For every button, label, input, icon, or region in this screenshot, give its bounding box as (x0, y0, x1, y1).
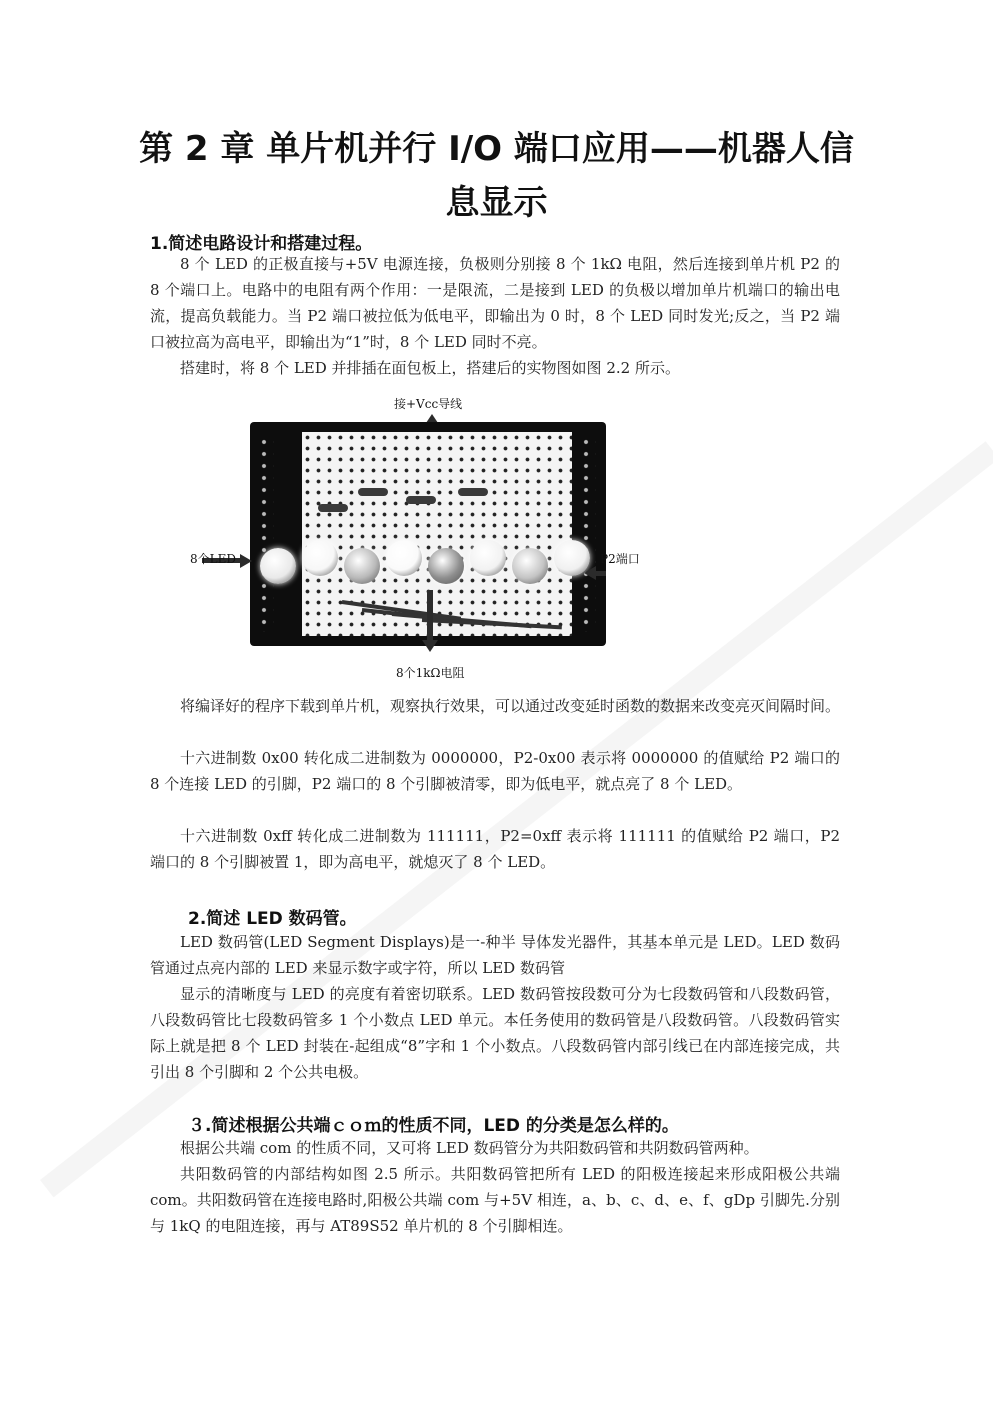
led-5 (428, 548, 464, 584)
breadboard-figure (180, 390, 640, 680)
led-2 (302, 540, 338, 576)
section2-paragraph-1: LED 数码管(LED Segment Displays)是一-种半 导体发光器件，其基本单元是 LED。LED 数码管通过点亮内部的 LED 来显示数字或字符，所以 LED 数码管 (150, 933, 840, 977)
figure-label-p2: P2端口 (600, 552, 640, 566)
section2-heading: 2.简述 LED 数码管。 (188, 909, 357, 929)
right-pin-header (580, 436, 596, 632)
arrow-right-icon (240, 554, 252, 568)
arrow-right-shaft (594, 571, 606, 576)
section1-paragraph-4: 十六进制数 0x00 转化成二进制数为 0000000，P2-0x00 表示将 0000000 的值赋给 P2 端口的 8 个连接 LED 的引脚，P2 端口的 8 个引脚被清零，即为低电平，就点亮了 8 个 LED。 (150, 749, 840, 793)
resistor (358, 488, 388, 496)
section3-paragraph-1: 根据公共端 com 的性质不同，又可将 LED 数码管分为共阳数码管和共阴数码管两种。 (180, 1139, 759, 1157)
led-7 (512, 548, 548, 584)
section3-heading: ３.简述根据公共端ｃｏｍ的性质不同，LED 的分类是怎么样的。 (188, 1116, 679, 1136)
section1-heading: 1.简述电路设计和搭建过程。 (150, 234, 373, 254)
arrow-down-shaft (427, 590, 433, 640)
resistor (318, 504, 348, 512)
resistor (406, 496, 436, 504)
figure-label-leds: 8个LED (190, 552, 236, 566)
page-title (130, 122, 863, 230)
resistor (458, 488, 488, 496)
led-1 (260, 548, 296, 584)
arrow-down-icon (422, 640, 438, 652)
page-title-line1: 第 2 章 单片机并行 I/O 端口应用——机器人信 (139, 129, 854, 169)
section1-paragraph-1: 8 个 LED 的正极直接与+5V 电源连接，负极则分别接 8 个 1kΩ 电阻，然后连接到单片机 P2 的 8 个端口上。电路中的电阻有两个作用：一是限流，二是接到 LED 的负极以增加单片机端口的输出电流，提高负载能力。当 P2 端口被拉低为低电平，即输出为 0 时，8 个 LED 同时发光;反之，当 P2 端口被拉高为高电平，即输出为“1”时，8 个 LED 同时不亮。 (150, 255, 840, 351)
wire (422, 618, 562, 629)
breadboard (302, 432, 572, 636)
section1-paragraph-2: 搭建时，将 8 个 LED 并排插在面包板上，搭建后的实物图如图 2.2 所示。 (180, 359, 680, 377)
section2-paragraph-2: 显示的清晰度与 LED 的亮度有着密切联系。LED 数码管按段数可分为七段数码管和八段数码管，八段数码管比七段数码管多 1 个小数点 LED 单元。本任务使用的数码管是八段数码管。八段数码管实际上就是把 8 个 LED 封装在-起组成“8”字和 1 个小数点。八段数码管内部引线已在内部连接完成，共引出 8 个引脚和 2 个公共电极。 (150, 985, 840, 1081)
section1-paragraph-3: 将编译好的程序下载到单片机，观察执行效果，可以通过改变延时函数的数据来改变亮灭间隔时间。 (180, 697, 841, 715)
section1-paragraph-5: 十六进制数 0xff 转化成二进制数为 111111，P2=0xff 表示将 111111 的值赋给 P2 端口，P2 端口的 8 个引脚被置 1，即为高电平，就熄灭了 8 个 LED。 (150, 827, 840, 871)
figure-label-vcc: 接+Vcc导线 (394, 397, 463, 411)
led-4 (386, 540, 422, 576)
page-title-line2: 息显示 (445, 183, 548, 223)
section3-paragraph-2: 共阳数码管的内部结构如图 2.5 所示。共阳数码管把所有 LED 的阳极连接起来形成阳极公共端 com。共阳数码管在连接电路时,阳极公共端 com 与+5V 相连，a、b、c、d、e、f、gDp 引脚先.分别与 1kQ 的电阻连接，再与 AT89S52 单片机的 8 个引脚相连。 (150, 1165, 840, 1235)
led-3 (344, 548, 380, 584)
figure-label-resistors: 8个1kΩ电阻 (396, 666, 465, 680)
left-pin-header (258, 436, 274, 632)
led-6 (470, 540, 506, 576)
